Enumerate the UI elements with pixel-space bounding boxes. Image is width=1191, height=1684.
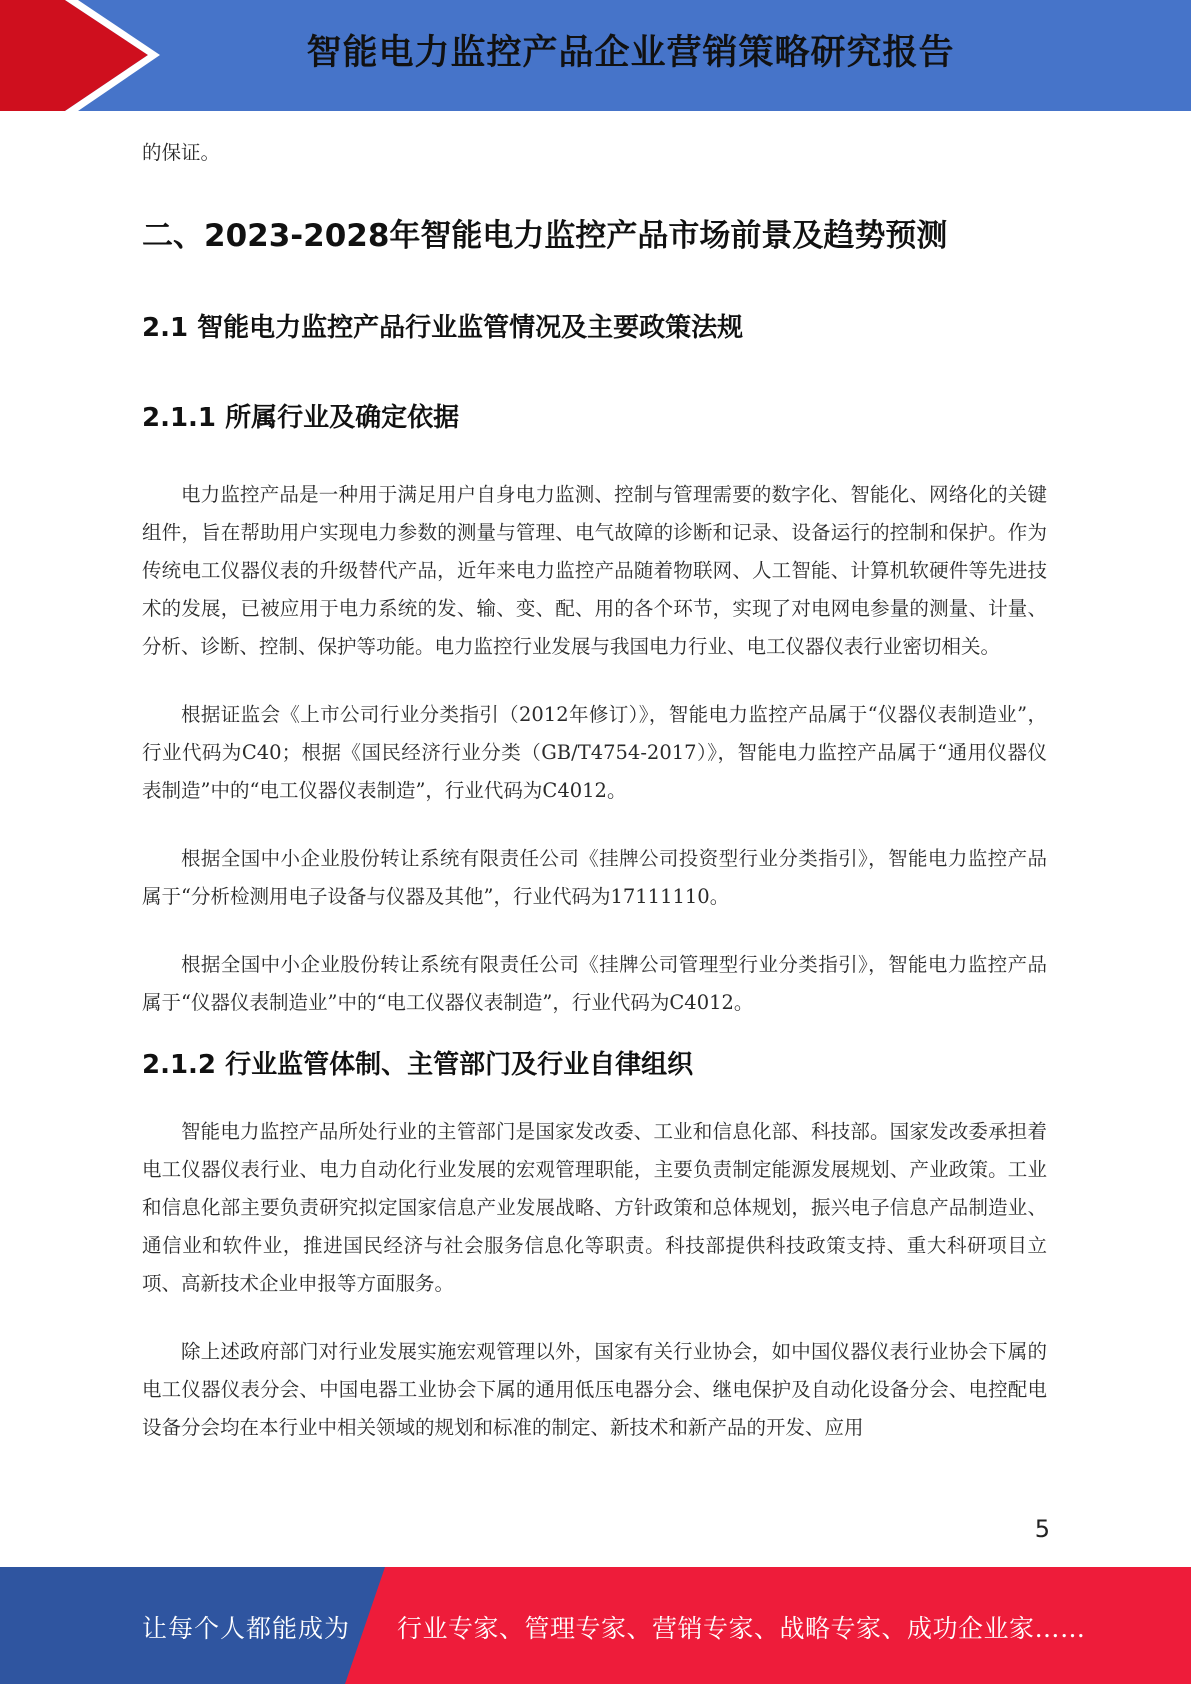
subsection-heading: 2.1 智能电力监控产品行业监管情况及主要政策法规	[142, 313, 744, 343]
footer-slogan-left: 让每个人都能成为	[142, 1614, 351, 1643]
paragraph-4: 根据全国中小企业股份转让系统有限责任公司《挂牌公司管理型行业分类指引》，智能电力监控产品属于“仪器仪表制造业”中的“电工仪器仪表制造”，行业代码为C4012。	[142, 953, 1047, 1014]
page-header	[0, 0, 1191, 111]
page-number: 5	[1034, 1515, 1050, 1543]
header-arrow-decoration	[0, 0, 160, 111]
paragraph-1: 电力监控产品是一种用于满足用户自身电力监测、控制与管理需要的数字化、智能化、网络化的关键组件，旨在帮助用户实现电力参数的测量与管理、电气故障的诊断和记录、设备运行的控制和保护。作为传统电工仪器仪表的升级替代产品，近年来电力监控产品随着物联网、人工智能、计算机软硬件等先进技术的发展，已被应用于电力系统的发、输、变、配、用的各个环节，实现了对电网电参量的测量、计量、分析、诊断、控制、保护等功能。电力监控行业发展与我国电力行业、电工仪器仪表行业密切相关。	[142, 483, 1047, 658]
subsubsection-heading-2: 2.1.2 行业监管体制、主管部门及行业自律组织	[142, 1050, 694, 1080]
page-footer	[0, 1567, 1191, 1684]
document-body	[142, 130, 1047, 1447]
footer-slogan-right: 行业专家、管理专家、营销专家、战略专家、成功企业家……	[397, 1614, 1086, 1643]
header-title: 智能电力监控产品企业营销策略研究报告	[306, 33, 955, 73]
paragraph-3: 根据全国中小企业股份转让系统有限责任公司《挂牌公司投资型行业分类指引》，智能电力监控产品属于“分析检测用电子设备与仪器及其他”，行业代码为17111110。	[142, 847, 1047, 908]
subsubsection-heading-1: 2.1.1 所属行业及确定依据	[142, 403, 460, 433]
paragraph-2: 根据证监会《上市公司行业分类指引（2012年修订）》，智能电力监控产品属于“仪器仪表制造业”，行业代码为C40；根据《国民经济行业分类（GB/T4754-2017）》，智能电力监控产品属于“通用仪器仪表制造”中的“电工仪器仪表制造”，行业代码为C4012。	[142, 703, 1047, 802]
section-heading: 二、2023-2028年智能电力监控产品市场前景及趋势预测	[142, 218, 948, 254]
paragraph-5: 智能电力监控产品所处行业的主管部门是国家发改委、工业和信息化部、科技部。国家发改委承担着电工仪器仪表行业、电力自动化行业发展的宏观管理职能，主要负责制定能源发展规划、产业政策。工业和信息化部主要负责研究拟定国家信息产业发展战略、方针政策和总体规划，振兴电子信息产品制造业、通信业和软件业，推进国民经济与社会服务信息化等职责。科技部提供科技政策支持、重大科研项目立项、高新技术企业申报等方面服务。	[142, 1120, 1047, 1295]
continuation-text: 的保证。	[142, 141, 221, 164]
paragraph-6: 除上述政府部门对行业发展实施宏观管理以外，国家有关行业协会，如中国仪器仪表行业协会下属的电工仪器仪表分会、中国电器工业协会下属的通用低压电器分会、继电保护及自动化设备分会、电控配电设备分会均在本行业中相关领域的规划和标准的制定、新技术和新产品的开发、应用	[142, 1340, 1047, 1439]
